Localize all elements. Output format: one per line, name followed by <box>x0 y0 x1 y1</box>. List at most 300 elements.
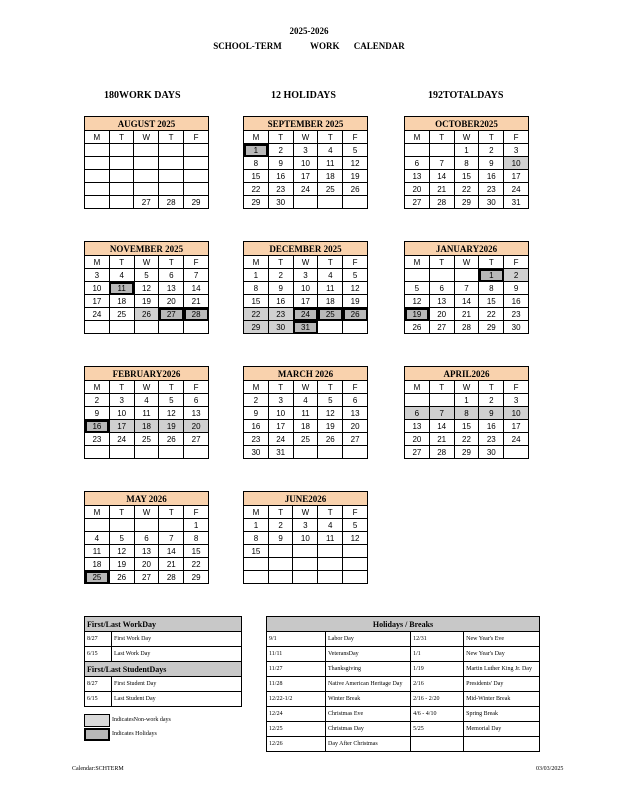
day-cell: 2 <box>504 269 529 282</box>
day-cell: 23 <box>244 433 269 446</box>
weekday-header: T <box>159 131 184 144</box>
weekday-header: T <box>109 381 134 394</box>
day-cell <box>184 157 209 170</box>
day-cell: 15 <box>244 545 269 558</box>
holidays-count: 12 HOLIDAYS <box>271 90 336 101</box>
day-cell: 8 <box>184 532 209 545</box>
day-cell: 22 <box>454 433 479 446</box>
day-cell: 9 <box>268 282 293 295</box>
holiday-name: Christmas Eve <box>326 707 411 722</box>
day-cell: 26 <box>318 433 343 446</box>
day-cell <box>318 571 343 584</box>
holiday-date <box>411 737 464 752</box>
day-cell: 24 <box>293 183 318 196</box>
day-cell: 9 <box>479 157 504 170</box>
day-cell: 12 <box>343 157 368 170</box>
day-cell <box>85 519 110 532</box>
day-cell: 18 <box>85 558 110 571</box>
holidays-breaks-box <box>266 616 540 752</box>
day-cell: 1 <box>244 144 269 157</box>
weekday-header: T <box>429 131 454 144</box>
day-cell: 28 <box>429 196 454 209</box>
day-cell <box>85 196 110 209</box>
day-cell: 6 <box>184 394 209 407</box>
day-cell <box>159 183 184 196</box>
weekday-header: W <box>454 131 479 144</box>
month-title: MAY 2026 <box>85 492 209 506</box>
day-cell <box>134 321 159 334</box>
weekday-header: F <box>184 256 209 269</box>
day-cell: 17 <box>85 295 110 308</box>
day-cell: 22 <box>244 308 269 321</box>
day-cell: 27 <box>405 196 430 209</box>
month-title: AUGUST 2025 <box>85 117 209 131</box>
day-cell: 8 <box>244 157 269 170</box>
holiday-name <box>464 737 540 752</box>
day-cell <box>159 170 184 183</box>
day-cell: 11 <box>318 282 343 295</box>
month-calendar <box>243 366 368 459</box>
holiday-date: 12/25 <box>267 722 326 737</box>
day-cell: 27 <box>343 433 368 446</box>
day-cell: 9 <box>479 407 504 420</box>
month-calendar <box>84 366 209 459</box>
day-cell: 4 <box>85 532 110 545</box>
day-cell: 11 <box>134 407 159 420</box>
month-title: APRIL2026 <box>405 367 529 381</box>
calendar-year: 2025-2026 <box>289 26 329 36</box>
day-cell: 22 <box>244 183 269 196</box>
day-cell: 23 <box>504 308 529 321</box>
day-cell: 9 <box>244 407 269 420</box>
day-cell <box>429 144 454 157</box>
day-cell: 29 <box>479 321 504 334</box>
day-cell: 6 <box>343 394 368 407</box>
day-cell: 16 <box>244 420 269 433</box>
day-cell: 10 <box>293 282 318 295</box>
weekday-header: T <box>318 256 343 269</box>
day-cell: 20 <box>159 295 184 308</box>
day-cell <box>429 269 454 282</box>
day-cell: 6 <box>159 269 184 282</box>
day-cell <box>159 519 184 532</box>
holiday-date: 11/11 <box>267 647 326 662</box>
day-cell <box>293 558 318 571</box>
day-cell: 14 <box>429 420 454 433</box>
holiday-name: Native American Heritage Day <box>326 677 411 692</box>
day-cell: 12 <box>405 295 430 308</box>
day-cell <box>184 144 209 157</box>
day-cell: 23 <box>268 308 293 321</box>
day-cell: 1 <box>184 519 209 532</box>
day-cell: 29 <box>454 446 479 459</box>
month-title: MARCH 2026 <box>244 367 368 381</box>
weekday-header: F <box>504 256 529 269</box>
first-last-days-box <box>84 616 242 707</box>
weekday-header: T <box>109 256 134 269</box>
day-cell: 14 <box>429 170 454 183</box>
month-calendar <box>404 366 529 459</box>
day-cell: 14 <box>454 295 479 308</box>
day-cell: 2 <box>85 394 110 407</box>
day-cell: 8 <box>479 282 504 295</box>
first-workday-label: First Work Day <box>112 632 242 647</box>
weekday-header: T <box>318 131 343 144</box>
day-cell: 3 <box>504 144 529 157</box>
title-part-calendar: CALENDAR <box>353 41 405 51</box>
day-cell: 7 <box>454 282 479 295</box>
day-cell: 20 <box>184 420 209 433</box>
day-cell: 11 <box>109 282 134 295</box>
day-cell: 11 <box>318 157 343 170</box>
day-cell: 10 <box>268 407 293 420</box>
day-cell: 5 <box>405 282 430 295</box>
day-cell: 28 <box>159 196 184 209</box>
day-cell: 3 <box>293 519 318 532</box>
day-cell <box>134 157 159 170</box>
weekday-header: T <box>318 506 343 519</box>
day-cell: 25 <box>293 433 318 446</box>
day-cell: 25 <box>318 183 343 196</box>
day-cell <box>109 183 134 196</box>
holiday-name: Winter Break <box>326 692 411 707</box>
holidays-header: Holidays / Breaks <box>267 617 540 632</box>
day-cell: 5 <box>159 394 184 407</box>
day-cell: 9 <box>268 532 293 545</box>
weekday-header: M <box>405 381 430 394</box>
day-cell: 13 <box>184 407 209 420</box>
day-cell: 23 <box>85 433 110 446</box>
day-cell: 17 <box>293 170 318 183</box>
day-cell: 7 <box>429 407 454 420</box>
weekday-header: F <box>343 506 368 519</box>
day-cell: 4 <box>318 144 343 157</box>
day-cell <box>134 519 159 532</box>
day-cell: 9 <box>504 282 529 295</box>
day-cell: 2 <box>268 144 293 157</box>
weekday-header: T <box>318 381 343 394</box>
day-cell: 30 <box>504 321 529 334</box>
day-cell <box>109 170 134 183</box>
day-cell: 22 <box>479 308 504 321</box>
day-cell: 15 <box>244 295 269 308</box>
day-cell <box>109 144 134 157</box>
day-cell: 16 <box>268 170 293 183</box>
day-cell <box>85 183 110 196</box>
holiday-legend-swatch <box>84 728 110 741</box>
day-cell: 27 <box>134 196 159 209</box>
day-cell: 15 <box>454 170 479 183</box>
day-cell: 19 <box>159 420 184 433</box>
day-cell: 17 <box>504 170 529 183</box>
day-cell: 6 <box>134 532 159 545</box>
day-cell <box>134 446 159 459</box>
day-cell: 12 <box>343 532 368 545</box>
month-title: JUNE2026 <box>244 492 368 506</box>
day-cell <box>268 558 293 571</box>
day-cell: 2 <box>268 519 293 532</box>
weekday-header: T <box>109 506 134 519</box>
day-cell: 2 <box>244 394 269 407</box>
day-cell: 5 <box>343 269 368 282</box>
weekday-header: T <box>268 506 293 519</box>
day-cell: 18 <box>318 170 343 183</box>
day-cell: 24 <box>504 433 529 446</box>
day-cell: 5 <box>134 269 159 282</box>
day-cell: 19 <box>134 295 159 308</box>
weekday-header: M <box>244 381 269 394</box>
day-cell: 1 <box>454 144 479 157</box>
day-cell: 22 <box>184 558 209 571</box>
day-cell: 29 <box>184 196 209 209</box>
day-cell: 29 <box>184 571 209 584</box>
day-cell <box>293 196 318 209</box>
month-title: SEPTEMBER 2025 <box>244 117 368 131</box>
day-cell: 16 <box>268 295 293 308</box>
last-workday-date: 6/15 <box>85 647 112 662</box>
day-cell: 27 <box>159 308 184 321</box>
nonwork-legend-swatch <box>84 714 110 727</box>
last-workday-label: Last Work Day <box>112 647 242 662</box>
day-cell <box>184 170 209 183</box>
weekday-header: W <box>134 256 159 269</box>
month-title: FEBRUARY2026 <box>85 367 209 381</box>
holiday-date: 9/1 <box>267 632 326 647</box>
weekday-header: T <box>268 381 293 394</box>
day-cell: 23 <box>268 183 293 196</box>
day-cell: 31 <box>504 196 529 209</box>
day-cell: 15 <box>454 420 479 433</box>
weekday-header: M <box>244 506 269 519</box>
month-title: OCTOBER2025 <box>405 117 529 131</box>
day-cell: 26 <box>109 571 134 584</box>
day-cell: 3 <box>504 394 529 407</box>
day-cell <box>184 183 209 196</box>
month-calendar <box>243 116 368 209</box>
holiday-name: Mid-Winter Break <box>464 692 540 707</box>
day-cell <box>343 196 368 209</box>
day-cell <box>159 321 184 334</box>
day-cell: 31 <box>268 446 293 459</box>
day-cell: 14 <box>184 282 209 295</box>
weekday-header: T <box>268 131 293 144</box>
month-title: JANUARY2026 <box>405 242 529 256</box>
day-cell: 15 <box>479 295 504 308</box>
day-cell <box>405 269 430 282</box>
month-title: NOVEMBER 2025 <box>85 242 209 256</box>
day-cell: 22 <box>454 183 479 196</box>
day-cell: 13 <box>134 545 159 558</box>
day-cell: 27 <box>405 446 430 459</box>
nonwork-legend-label: IndicatesNon-work days <box>112 717 171 723</box>
holiday-name: New Year's Eve <box>464 632 540 647</box>
month-calendar <box>84 116 209 209</box>
total-days-count: 192TOTALDAYS <box>428 90 504 101</box>
holiday-name: Spring Break <box>464 707 540 722</box>
day-cell <box>184 446 209 459</box>
weekday-header: T <box>479 381 504 394</box>
day-cell <box>109 157 134 170</box>
weekday-header: F <box>184 131 209 144</box>
weekday-header: F <box>343 131 368 144</box>
day-cell <box>293 446 318 459</box>
day-cell: 19 <box>343 170 368 183</box>
calendar-title <box>0 41 618 51</box>
day-cell <box>109 519 134 532</box>
day-cell: 27 <box>184 433 209 446</box>
day-cell: 26 <box>343 308 368 321</box>
day-cell: 17 <box>109 420 134 433</box>
day-cell: 24 <box>293 308 318 321</box>
holiday-date: 5/25 <box>411 722 464 737</box>
weekday-header: M <box>85 256 110 269</box>
day-cell: 11 <box>318 532 343 545</box>
day-cell: 13 <box>405 420 430 433</box>
weekday-header: F <box>504 381 529 394</box>
weekday-header: F <box>504 131 529 144</box>
weekday-header: T <box>268 256 293 269</box>
holiday-date: 12/22-1/2 <box>267 692 326 707</box>
day-cell <box>134 183 159 196</box>
holiday-date: 1/19 <box>411 662 464 677</box>
weekday-header: W <box>134 506 159 519</box>
day-cell: 1 <box>244 519 269 532</box>
weekday-header: W <box>454 256 479 269</box>
last-studentday-date: 6/15 <box>85 692 112 707</box>
work-days-count: 180WORK DAYS <box>104 90 181 101</box>
holiday-name: Christmas Day <box>326 722 411 737</box>
holiday-name: Day After Christmas <box>326 737 411 752</box>
first-studentday-label: First Student Day <box>112 677 242 692</box>
holiday-date: 12/24 <box>267 707 326 722</box>
day-cell: 11 <box>293 407 318 420</box>
day-cell <box>343 571 368 584</box>
weekday-header: T <box>109 131 134 144</box>
day-cell: 18 <box>318 295 343 308</box>
first-workday-date: 8/27 <box>85 632 112 647</box>
day-cell: 17 <box>268 420 293 433</box>
weekday-header: F <box>343 256 368 269</box>
day-cell: 26 <box>405 321 430 334</box>
holiday-date: 12/26 <box>267 737 326 752</box>
day-cell: 16 <box>504 295 529 308</box>
weekday-header: W <box>293 506 318 519</box>
weekday-header: M <box>244 256 269 269</box>
day-cell: 2 <box>479 144 504 157</box>
title-part-work: WORK <box>309 41 340 51</box>
studentday-header: First/Last StudentDays <box>85 662 242 677</box>
weekday-header: M <box>85 131 110 144</box>
day-cell <box>405 144 430 157</box>
weekday-header: T <box>159 381 184 394</box>
day-cell: 12 <box>159 407 184 420</box>
day-cell: 10 <box>109 407 134 420</box>
day-cell: 20 <box>429 308 454 321</box>
day-cell <box>134 144 159 157</box>
day-cell <box>85 170 110 183</box>
day-cell <box>343 558 368 571</box>
day-cell: 24 <box>109 433 134 446</box>
holiday-name: New Year's Day <box>464 647 540 662</box>
day-cell <box>429 394 454 407</box>
weekday-header: W <box>293 381 318 394</box>
day-cell: 6 <box>405 407 430 420</box>
day-cell: 27 <box>429 321 454 334</box>
weekday-header: W <box>454 381 479 394</box>
weekday-header: W <box>134 131 159 144</box>
day-cell: 30 <box>479 196 504 209</box>
day-cell <box>293 545 318 558</box>
weekday-header: M <box>405 256 430 269</box>
day-cell: 9 <box>268 157 293 170</box>
day-cell: 26 <box>343 183 368 196</box>
day-cell <box>504 446 529 459</box>
day-cell: 7 <box>159 532 184 545</box>
holiday-date: 12/31 <box>411 632 464 647</box>
day-cell: 19 <box>109 558 134 571</box>
day-cell: 21 <box>159 558 184 571</box>
day-cell: 28 <box>159 571 184 584</box>
day-cell: 3 <box>268 394 293 407</box>
holiday-date: 4/6 - 4/10 <box>411 707 464 722</box>
month-calendar <box>243 241 368 334</box>
day-cell: 21 <box>429 433 454 446</box>
day-cell <box>293 571 318 584</box>
day-cell: 20 <box>134 558 159 571</box>
day-cell: 18 <box>109 295 134 308</box>
holiday-date: 2/16 - 2/20 <box>411 692 464 707</box>
holiday-name: Presidents' Day <box>464 677 540 692</box>
day-cell: 6 <box>405 157 430 170</box>
first-studentday-date: 8/27 <box>85 677 112 692</box>
day-cell: 10 <box>504 407 529 420</box>
day-cell <box>85 446 110 459</box>
month-calendar <box>404 241 529 334</box>
day-cell: 26 <box>159 433 184 446</box>
day-cell: 26 <box>134 308 159 321</box>
day-cell: 10 <box>85 282 110 295</box>
day-cell: 10 <box>293 532 318 545</box>
day-cell: 7 <box>184 269 209 282</box>
day-cell <box>85 321 110 334</box>
day-cell: 24 <box>85 308 110 321</box>
day-cell: 10 <box>293 157 318 170</box>
day-cell <box>268 571 293 584</box>
day-cell: 3 <box>85 269 110 282</box>
workday-header: First/Last WorkDay <box>85 617 242 632</box>
day-cell: 8 <box>244 282 269 295</box>
day-cell <box>268 545 293 558</box>
day-cell: 11 <box>85 545 110 558</box>
day-cell: 25 <box>85 571 110 584</box>
day-cell: 29 <box>244 321 269 334</box>
day-cell: 3 <box>293 269 318 282</box>
holiday-date: 2/16 <box>411 677 464 692</box>
day-cell <box>184 321 209 334</box>
day-cell: 23 <box>479 433 504 446</box>
day-cell: 18 <box>293 420 318 433</box>
weekday-header: M <box>405 131 430 144</box>
day-cell: 15 <box>244 170 269 183</box>
day-cell <box>109 196 134 209</box>
day-cell: 7 <box>429 157 454 170</box>
day-cell: 17 <box>293 295 318 308</box>
day-cell: 24 <box>268 433 293 446</box>
day-cell: 5 <box>318 394 343 407</box>
day-cell <box>343 545 368 558</box>
footer-date: 03/03/2025 <box>536 766 564 772</box>
day-cell <box>109 446 134 459</box>
